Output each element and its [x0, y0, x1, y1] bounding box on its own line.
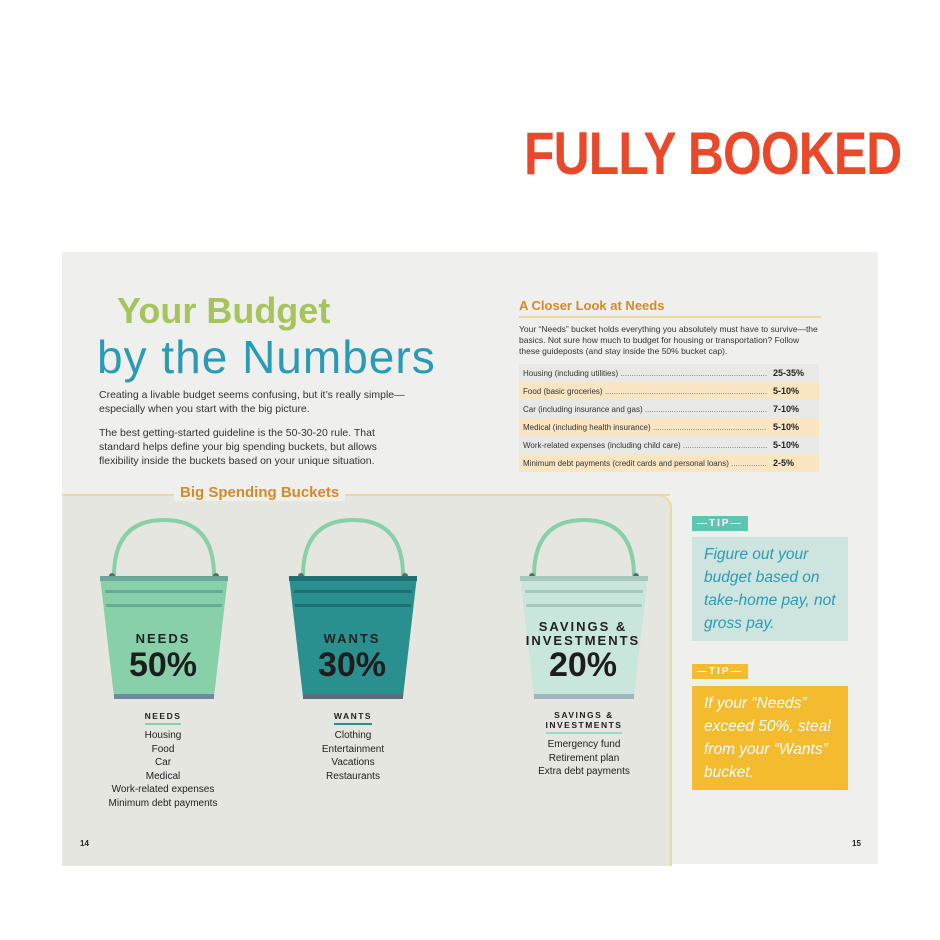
bucket-percent: 30%	[317, 646, 387, 684]
needs-intro: Your “Needs” bucket holds everything you absolutely must have to survive—the basics. Not sure how much to budget for housing or transportation? Follow these guideposts (and stay inside the 50% bucket cap).	[519, 324, 818, 356]
list-item: Housing	[144, 730, 182, 741]
bucket-label: INVESTMENTS	[525, 633, 641, 648]
list-item: Medical	[145, 770, 181, 782]
needs-row-value: 5-10%	[773, 440, 800, 450]
bucket-label: NEEDS	[135, 631, 191, 646]
list-item: Minimum debt payments	[108, 797, 218, 809]
intro-paragraph: Creating a livable budget seems confusing, but it’s really simple—especially when you start with the big picture.	[99, 389, 405, 415]
list-item: Vacations	[331, 757, 375, 768]
intro-paragraph: The best getting-started guideline is the 50-30-20 rule. That standard helps define your big spending buckets, but allows flexibility inside the buckets based on your unique situation.	[99, 427, 377, 467]
needs-row	[519, 400, 819, 418]
needs-row-item: Work-related expenses (including child care) .....	[519, 441, 767, 450]
needs-row-value: 2-5%	[773, 458, 795, 468]
needs-row-value: 5-10%	[773, 386, 800, 396]
brand-logo: FULLY BOOKED	[524, 120, 902, 187]
needs-row	[519, 364, 819, 382]
needs-row-value: 7-10%	[773, 404, 800, 414]
bucket-savings	[518, 514, 648, 704]
page-number: 15	[852, 839, 861, 848]
section-title-rule	[62, 494, 670, 496]
list-item: Work-related expenses	[111, 784, 215, 795]
section-title: Big Spending Buckets	[174, 484, 345, 501]
needs-row	[519, 418, 819, 436]
intro-text	[99, 388, 417, 478]
needs-row-value: 25-35%	[773, 368, 805, 378]
needs-row-item: Medical (including health insurance) .....	[519, 423, 767, 432]
list-item: Clothing	[334, 730, 372, 741]
bucket-wants	[287, 514, 417, 704]
needs-row-value: 5-10%	[773, 422, 800, 432]
list-heading: NEEDS	[145, 711, 182, 725]
bucket-percent: 20%	[548, 646, 618, 684]
tip-tag: —TIP—	[692, 664, 748, 679]
list-item: Entertainment	[321, 743, 385, 755]
bucket-needs	[98, 514, 228, 704]
tip-box: If your “Needs” exceed 50%, steal from your “Wants” bucket.	[692, 686, 848, 790]
book-spread	[62, 252, 878, 864]
page-number: 14	[80, 839, 89, 848]
savings-list	[519, 710, 649, 779]
list-item: Extra debt payments	[538, 766, 630, 777]
needs-row-item: Housing (including utilities) .....	[519, 369, 767, 378]
list-item: Food	[151, 743, 175, 755]
list-heading-line: INVESTMENTS	[545, 720, 623, 730]
needs-list	[98, 710, 228, 810]
list-item: Car	[154, 757, 172, 768]
needs-row-item: Minimum debt payments (credit cards and personal loans) .....	[519, 459, 767, 468]
needs-heading-rule	[519, 316, 821, 318]
list-heading-line: SAVINGS &	[554, 710, 614, 720]
bucket-percent: 50%	[128, 646, 198, 684]
wants-list	[288, 710, 418, 783]
list-item: Restaurants	[326, 770, 380, 782]
list-heading: WANTS	[334, 711, 372, 725]
bucket-label: SAVINGS &	[538, 619, 628, 634]
page-title-line1: Your Budget	[117, 290, 331, 331]
needs-heading: A Closer Look at Needs	[519, 298, 665, 313]
needs-table	[519, 364, 819, 472]
needs-row	[519, 454, 819, 472]
list-item: Emergency fund	[547, 739, 621, 750]
tip-box: Figure out your budget based on take-home pay, not gross pay.	[692, 537, 848, 641]
list-heading	[546, 710, 623, 734]
page-title-line2: by the Numbers	[97, 331, 436, 383]
bucket-label: WANTS	[323, 631, 381, 646]
list-item: Retirement plan	[548, 752, 620, 764]
needs-row-item: Food (basic groceries) .....	[519, 387, 767, 396]
tip-tag: —TIP—	[692, 516, 748, 531]
needs-row	[519, 436, 819, 454]
needs-row-item: Car (including insurance and gas) .....	[519, 405, 767, 414]
needs-row	[519, 382, 819, 400]
